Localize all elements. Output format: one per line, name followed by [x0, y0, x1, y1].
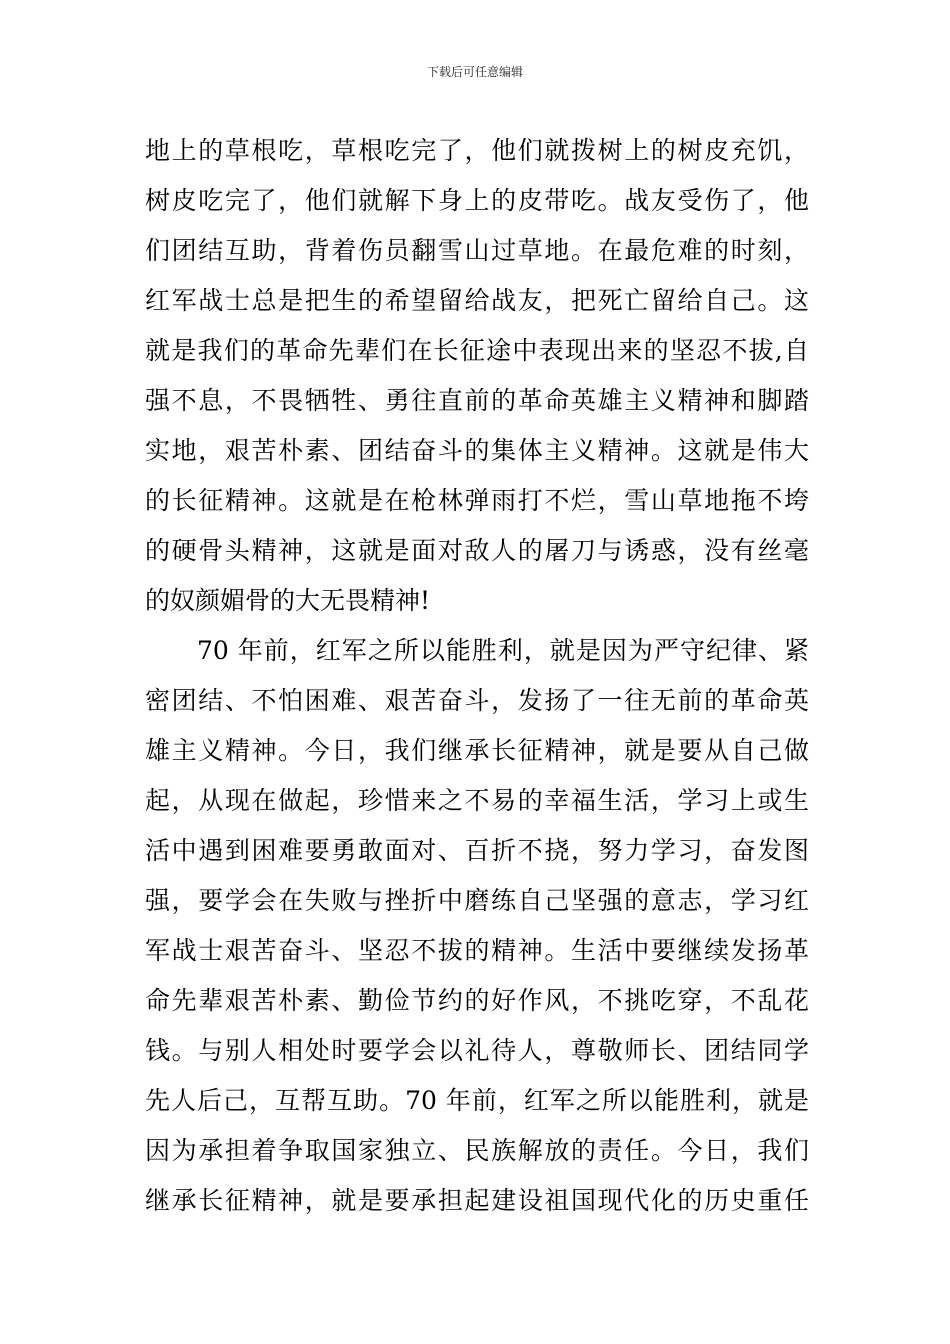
- page-header: 下载后可任意编辑: [426, 65, 523, 79]
- text-line: 密团结、不怕困难、艰苦奋斗，发扬了一往无前的革命英: [145, 686, 809, 715]
- text-line: 强不息，不畏牺牲、勇往直前的革命英雄主义精神和脚踏: [145, 386, 809, 415]
- text-line: 继承长征精神，就是要承担起建设祖国现代化的历史重任: [145, 1186, 809, 1215]
- text-line: 树皮吃完了，他们就解下身上的皮带吃。战友受伤了，他: [145, 186, 809, 215]
- text-line: 因为承担着争取国家独立、民族解放的责任。今日，我们: [145, 1136, 809, 1165]
- text-line: 命先辈艰苦朴素、勤俭节约的好作风，不挑吃穿，不乱花: [145, 986, 809, 1015]
- text-line: 活中遇到困难要勇敢面对、百折不挠，努力学习，奋发图: [145, 836, 809, 865]
- text-line: 红军战士总是把生的希望留给战友，把死亡留给自己。这: [145, 286, 809, 315]
- paragraph-2: [145, 626, 809, 1226]
- text-line: 们团结互助，背着伤员翻雪山过草地。在最危难的时刻，: [145, 236, 809, 265]
- text-line: 军战士艰苦奋斗、坚忍不拔的精神。生活中要继续发扬革: [145, 936, 809, 965]
- text-line: 的奴颜媚骨的大无畏精神!: [145, 586, 431, 615]
- text-line: 的硬骨头精神，这就是面对敌人的屠刀与诱惑，没有丝毫: [145, 536, 809, 565]
- text-line: 的长征精神。这就是在枪林弹雨打不烂，雪山草地拖不垮: [145, 486, 809, 515]
- text-line: 强，要学会在失败与挫折中磨练自己坚强的意志，学习红: [145, 886, 809, 915]
- text-line: 就是我们的革命先辈们在长征途中表现出来的坚忍不拔,自: [145, 336, 809, 365]
- text-line: 实地，艰苦朴素、团结奋斗的集体主义精神。这就是伟大: [145, 436, 809, 465]
- text-line: 先人后己，互帮互助。70 年前，红军之所以能胜利，就是: [145, 1086, 809, 1115]
- paragraph-1: [145, 126, 809, 626]
- text-line: 70 年前，红军之所以能胜利，就是因为严守纪律、紧: [197, 636, 809, 665]
- text-line: 钱。与别人相处时要学会以礼待人，尊敬师长、团结同学: [145, 1036, 809, 1065]
- document-body: [145, 126, 809, 1226]
- text-line: 地上的草根吃，草根吃完了，他们就拨树上的树皮充饥，: [145, 136, 809, 165]
- text-line: 雄主义精神。今日，我们继承长征精神，就是要从自己做: [145, 736, 809, 765]
- text-line: 起，从现在做起，珍惜来之不易的幸福生活，学习上或生: [145, 786, 809, 815]
